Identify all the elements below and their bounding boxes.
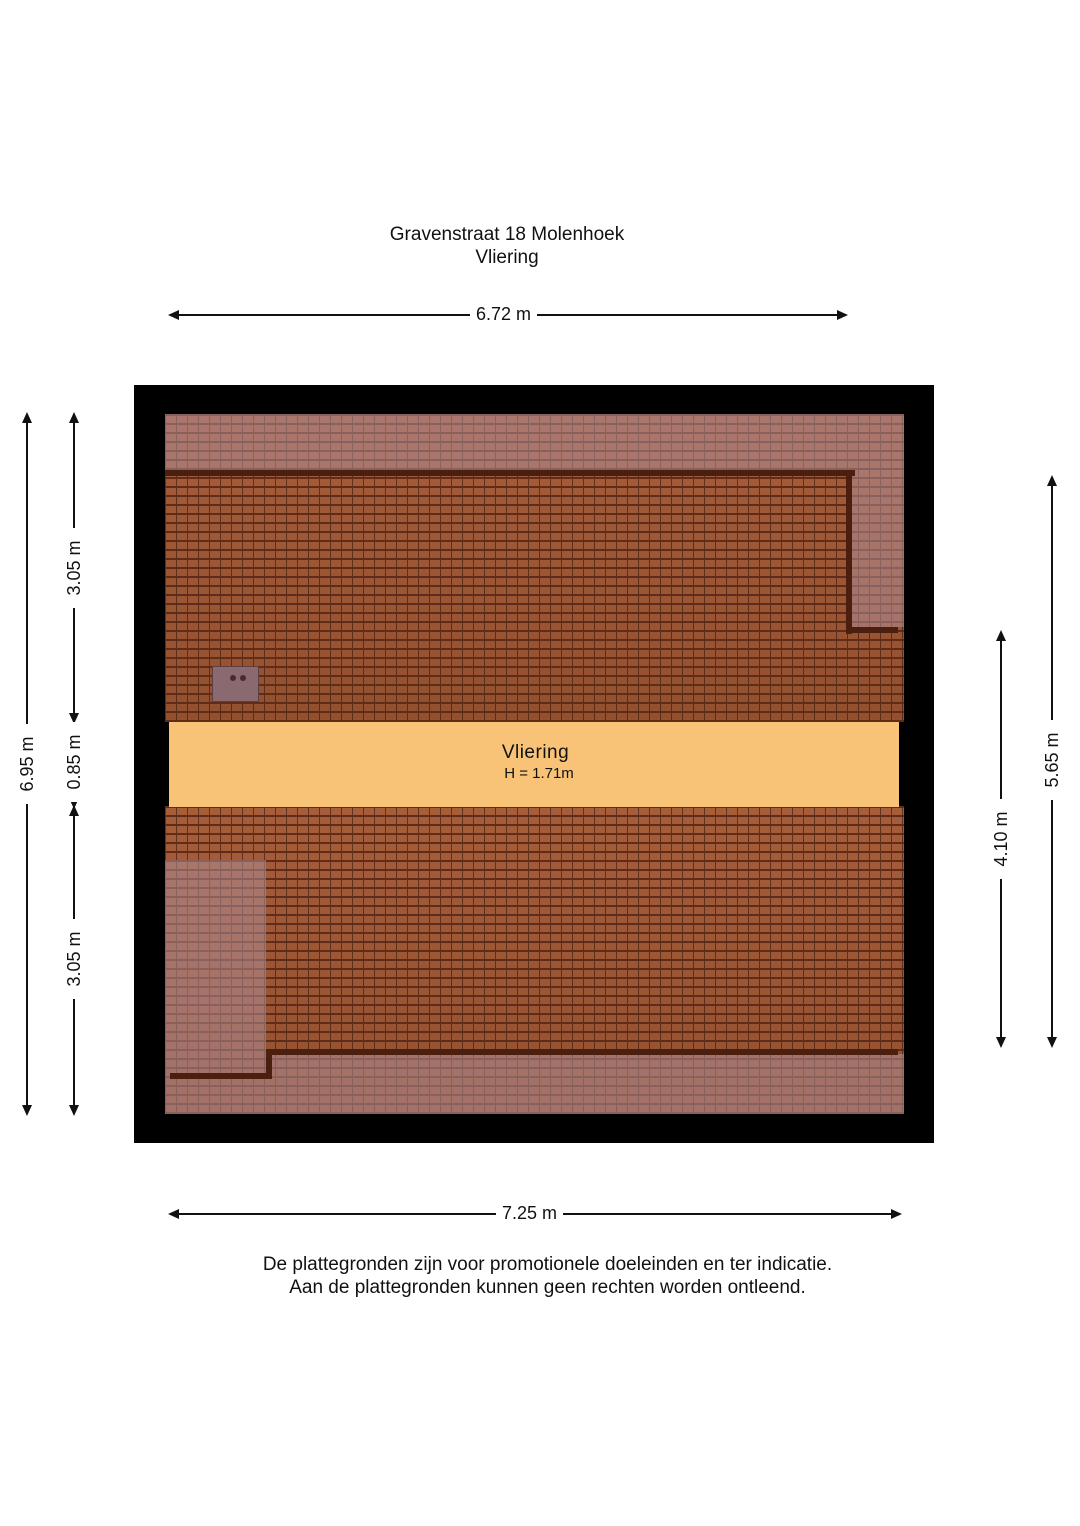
left-lower-label: 3.05 m bbox=[64, 919, 84, 999]
right-outer-label: 5.65 m bbox=[1042, 720, 1062, 800]
roof-strip-bottom bbox=[165, 1054, 904, 1114]
disclaimer-line-2: Aan de plattegronden kunnen geen rechten worden ontleend. bbox=[289, 1277, 806, 1298]
roof-edge-right-foot bbox=[846, 627, 898, 633]
room-height: H = 1.71m bbox=[504, 765, 574, 782]
left-middle-label: 0.85 m bbox=[64, 722, 84, 802]
roof-edge-left-foot bbox=[170, 1073, 272, 1079]
roof-edge-right bbox=[846, 470, 852, 634]
roof-vent-icon bbox=[212, 666, 259, 702]
roof-strip-left bbox=[165, 860, 266, 1054]
right-inner-label: 4.10 m bbox=[991, 799, 1011, 879]
roof-edge-top bbox=[165, 470, 855, 476]
top-width-label: 6.72 m bbox=[470, 304, 537, 324]
roof-edge-bottom bbox=[266, 1049, 898, 1055]
floor-title: Vliering bbox=[475, 247, 539, 268]
room-vliering[interactable] bbox=[169, 722, 899, 807]
roof-strip-top bbox=[165, 414, 904, 472]
left-upper-label: 3.05 m bbox=[64, 528, 84, 608]
bottom-width-label: 7.25 m bbox=[496, 1203, 563, 1223]
room-name: Vliering bbox=[501, 742, 570, 763]
roof-strip-right bbox=[852, 472, 904, 627]
disclaimer-line-1: De plattegronden zijn voor promotionele doeleinden en ter indicatie. bbox=[262, 1254, 833, 1275]
address-title: Gravenstraat 18 Molenhoek bbox=[389, 224, 625, 245]
left-total-label: 6.95 m bbox=[17, 724, 37, 804]
